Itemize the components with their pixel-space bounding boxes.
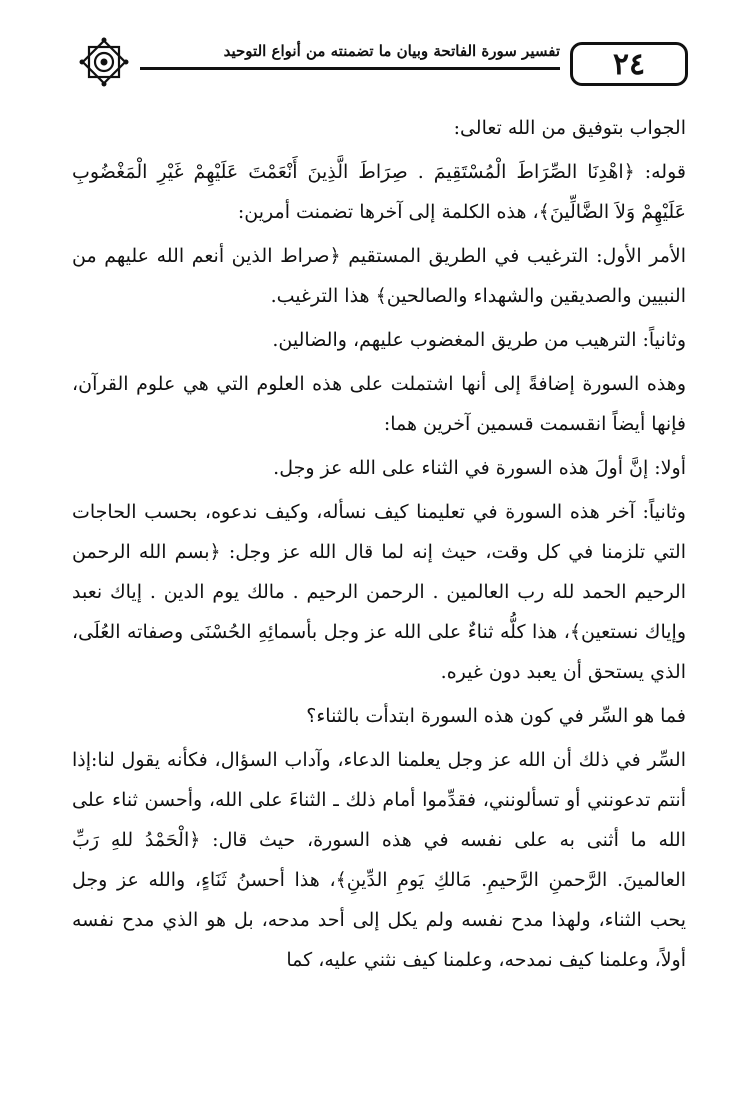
paragraph-second-part: وثانياً: آخر هذه السورة في تعليمنا كيف نسأله، وكيف ندعوه، بحسب الحاجات التي تلزمنا في كل وقت، حيث إنه لما قال الله عز وجل: ﴿بسم الله الرحمن الرحيم الحمد لله رب العالمين . الرحمن الرحيم . مالك يوم الدين . إياك نعبد وإياك نستعين﴾، هذا كلُّه ثناءٌ على الله عز وجل بأسمائِهِ الحُسْنَى وصفاته العُلَى، الذي يستحق أن يعبد دون غيره.: [72, 501, 686, 683]
page-header: [60, 28, 708, 98]
paragraph-verse-quote: قوله: ﴿اهْدِنَا الصِّرَاطَ الْمُسْتَقِيمَ . صِرَاطَ الَّذِينَ أَنْعَمْتَ عَلَيْهِمْ غَيْرِ الْمَغْضُوبِ عَلَيْهِمْ وَلاَ الضَّالِّينَ﴾، هذه الكلمة إلى آخرها تضمنت أمرين:: [72, 161, 686, 223]
paragraph-answer-intro: الجواب بتوفيق من الله تعالى:: [453, 117, 686, 139]
paragraph-question: فما هو السِّر في كون هذه السورة ابتدأت بالثناء؟: [306, 705, 686, 727]
paragraph-first-part: أولا: إنَّ أولَ هذه السورة في الثناء على الله عز وجل.: [273, 457, 686, 479]
paragraph-second-matter: وثانياً: الترهيب من طريق المغضوب عليهم، والضالين.: [272, 329, 686, 351]
header-divider: [140, 67, 560, 70]
paragraph-secret-answer: السِّر في ذلك أن الله عز وجل يعلمنا الدعاء، وآداب السؤال، فكأنه يقول لنا:إذا أنتم تدعونني أو تسألونني، فقدِّموا أمام ذلك ـ الثناءَ على الله، وأحسن ثناء على الله ما أثنى به على نفسه في هذه السورة، حيث قال: ﴿الْحَمْدُ للهِ رَبِّ العالمينَ. الرَّحمنِ الرَّحيمِ. مَالكِ يَومِ الدِّينِ﴾، هذا أحسنُ ثَنَاءٍ، والله عز وجل يحب الثناء، ولهذا مدح نفسه ولم يكل إلى أحد مدحه، بل هو الذي مدح نفسه أولاً، وعلمنا كيف نمدحه، وعلمنا كيف نثني عليه، كما: [72, 749, 686, 971]
page-number: ٢٤: [570, 42, 688, 86]
octagram-ornament-icon: [78, 36, 130, 88]
body-text: [72, 108, 686, 980]
running-title: تفسير سورة الفاتحة وبيان ما تضمنته من أنواع التوحيد: [223, 42, 560, 60]
paragraph-two-parts: وهذه السورة إضافةً إلى أنها اشتملت على هذه العلوم التي هي علوم القرآن، فإنها أيضاً انقسمت قسمين آخرين هما:: [72, 373, 686, 435]
paragraph-first-matter: الأمر الأول: الترغيب في الطريق المستقيم ﴿صراط الذين أنعم الله عليهم من النبيين والصديقين والشهداء والصالحين﴾ هذا الترغيب.: [72, 245, 686, 307]
